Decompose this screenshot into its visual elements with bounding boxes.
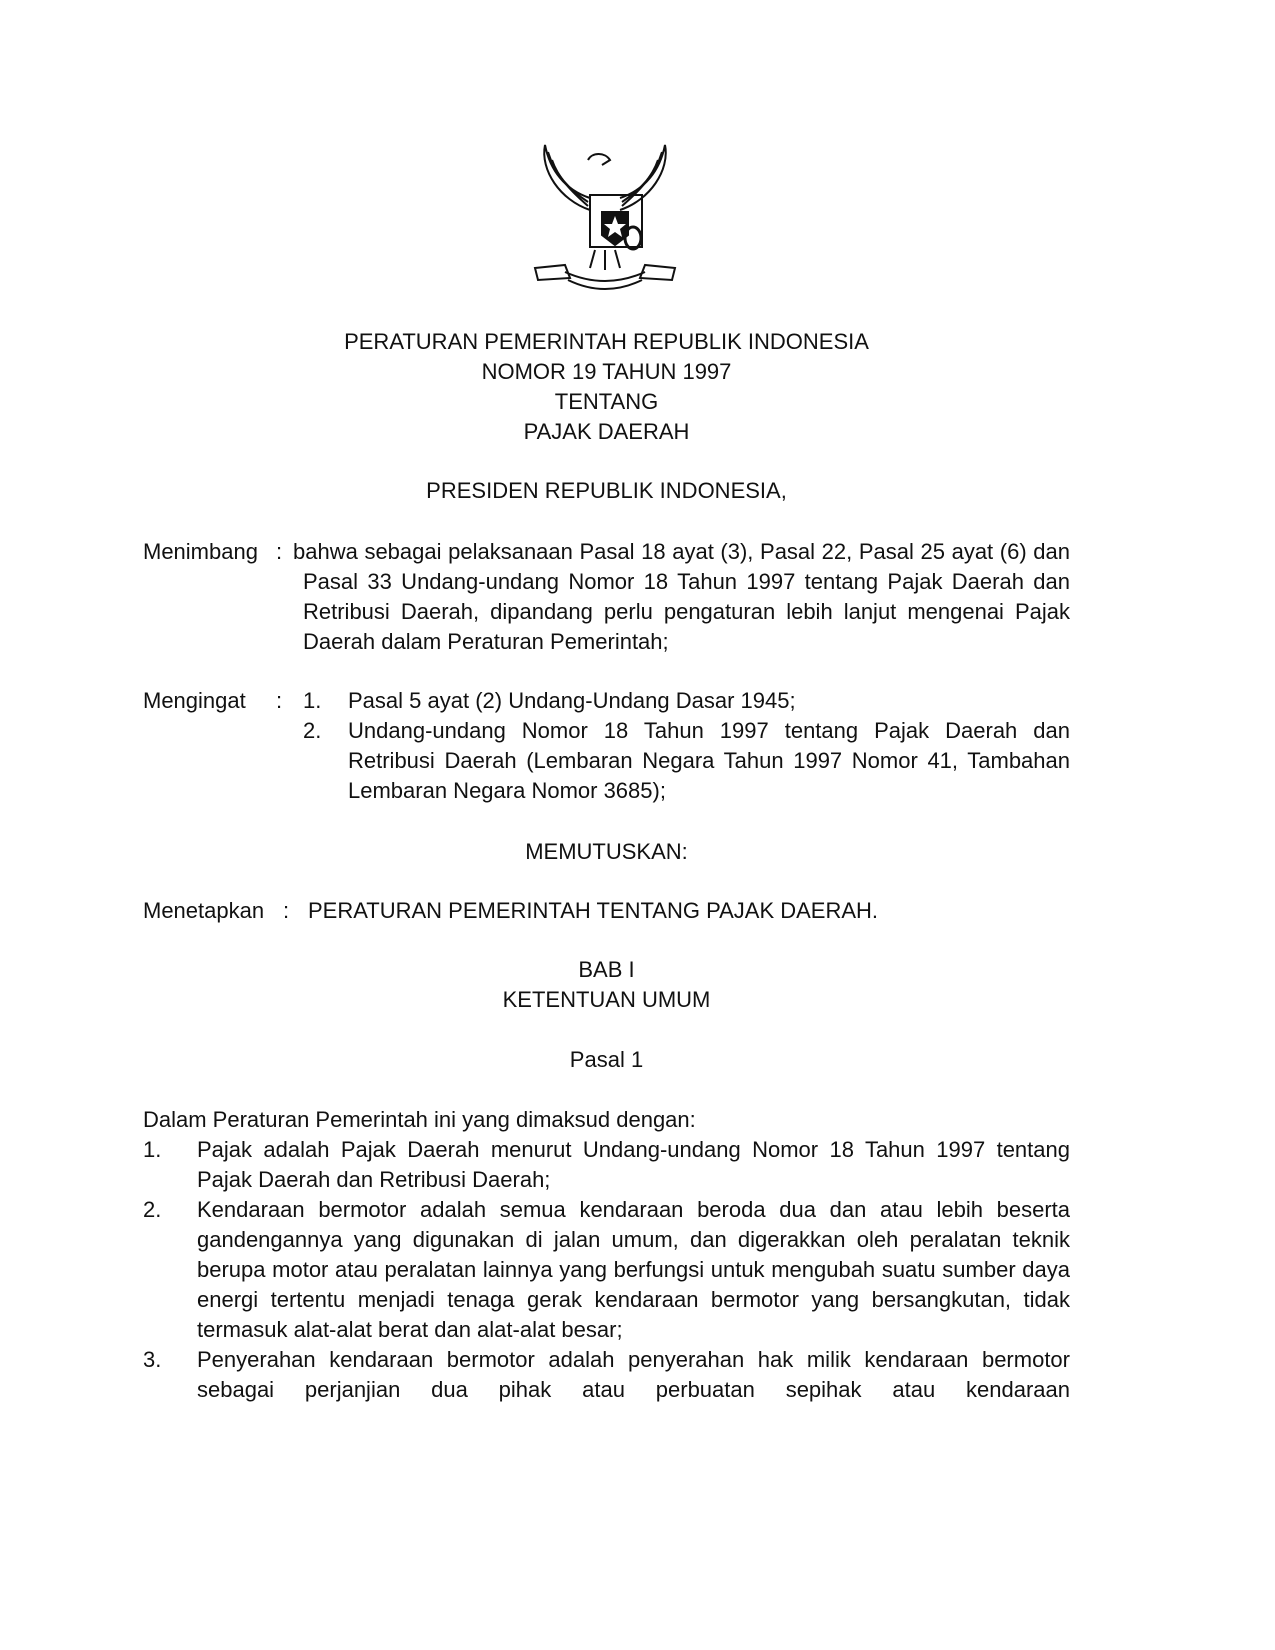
item-number: 2. (303, 718, 322, 743)
menetapkan-section (143, 896, 1070, 926)
pasal-intro: Dalam Peraturan Pemerintah ini yang dimaksud dengan: (143, 1107, 696, 1132)
title-line: PERATURAN PEMERINTAH REPUBLIK INDONESIA (344, 329, 869, 354)
item-text: Undang-undang Nomor 18 Tahun 1997 tentang Pajak Daerah dan Retribusi Daerah (Lembaran Negara Tahun 1997 Nomor 41, Tambahan Lembaran Negara Nomor 3685); (348, 718, 1070, 803)
mengingat-item (303, 716, 1070, 806)
item-text: Kendaraan bermotor adalah semua kendaraan beroda dua dan atau lebih beserta gandengannya yang digunakan di jalan umum, dan digerakkan oleh peralatan teknik berupa motor atau peralatan lainnya yang berfungsi untuk mengubah suatu sumber daya energi tertentu menjadi tenaga gerak kendaraan bermotor yang bersangkutan, tidak termasuk alat-alat berat dan alat-alat besar; (197, 1197, 1070, 1342)
menimbang-section (143, 537, 1070, 657)
bab-heading (143, 955, 1070, 1015)
menetapkan-label: Menetapkan (143, 898, 265, 923)
president-heading: PRESIDEN REPUBLIK INDONESIA, (426, 478, 787, 503)
title-line: NOMOR 19 TAHUN 1997 (481, 359, 732, 384)
pasal-body (143, 1105, 1070, 1405)
definition-item (143, 1135, 1070, 1195)
memutuskan-heading: MEMUTUSKAN: (525, 839, 688, 864)
colon: : (276, 539, 283, 564)
pasal-heading: Pasal 1 (569, 1047, 644, 1072)
item-number: 2. (143, 1197, 162, 1222)
colon: : (276, 688, 283, 713)
document-title (143, 327, 1070, 447)
title-line: TENTANG (554, 389, 659, 414)
definition-item (143, 1195, 1070, 1345)
mengingat-item (303, 686, 1070, 716)
title-line: PAJAK DAERAH (523, 419, 690, 444)
garuda-emblem (530, 140, 680, 298)
item-number: 1. (303, 688, 322, 713)
mengingat-label: Mengingat (143, 688, 246, 713)
colon: : (283, 898, 290, 923)
menetapkan-text: PERATURAN PEMERINTAH TENTANG PAJAK DAERAH. (308, 898, 879, 923)
item-text: Penyerahan kendaraan bermotor adalah penyerahan hak milik kendaraan bermotor sebagai perjanjian dua pihak atau perbuatan sepihak atau kendaraan (197, 1347, 1070, 1402)
item-text: Pasal 5 ayat (2) Undang-Undang Dasar 1945; (348, 688, 796, 713)
mengingat-section (143, 686, 1070, 806)
menimbang-label: Menimbang (143, 539, 258, 564)
menimbang-text: bahwa sebagai pelaksanaan Pasal 18 ayat (3), Pasal 22, Pasal 25 ayat (6) dan Pasal 33 Undang-undang Nomor 18 Tahun 1997 tentang Pajak Daerah dan Retribusi Daerah, dipandang perlu pengaturan lebih lanjut mengenai Pajak Daerah dalam Peraturan Pemerintah; (293, 539, 1070, 654)
item-number: 1. (143, 1137, 162, 1162)
bab-title: KETENTUAN UMUM (502, 987, 711, 1012)
item-text: Pajak adalah Pajak Daerah menurut Undang-undang Nomor 18 Tahun 1997 tentang Pajak Daerah dan Retribusi Daerah; (197, 1137, 1070, 1192)
definition-item (143, 1345, 1070, 1405)
bab-number: BAB I (578, 957, 635, 982)
item-number: 3. (143, 1347, 162, 1372)
